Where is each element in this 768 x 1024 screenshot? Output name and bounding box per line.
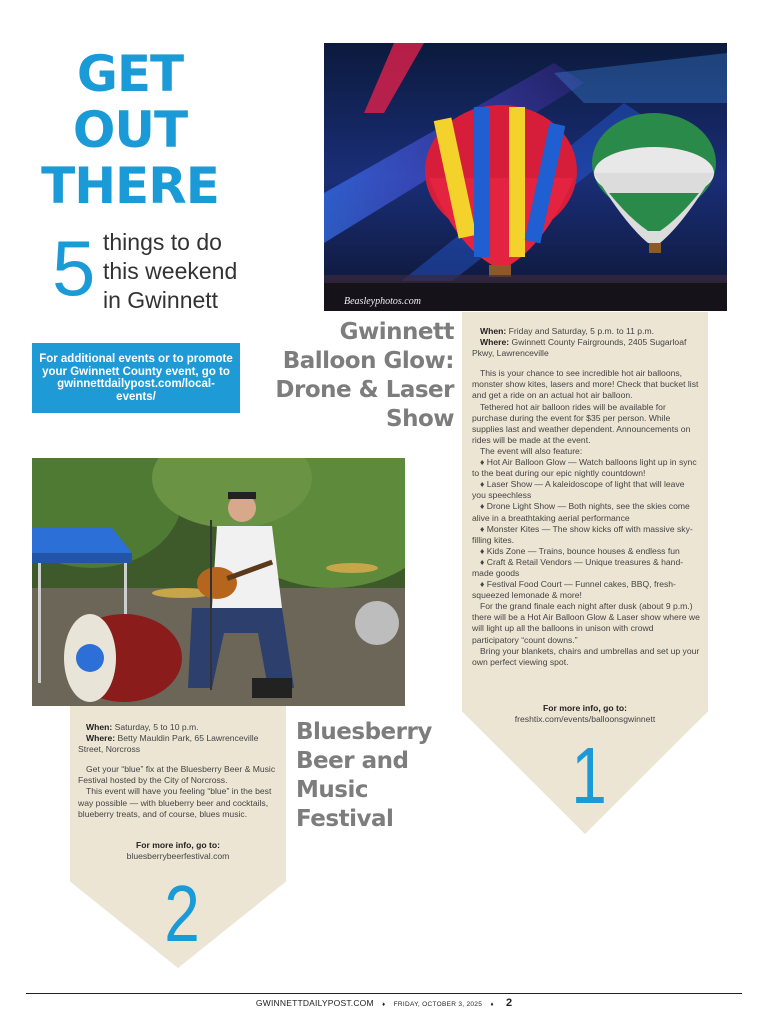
when-label: When: [86, 722, 113, 732]
feature-item: ♦ Drone Light Show — Both nights, see the skies come alive in a breathtaking aerial performance [472, 501, 690, 523]
paragraph: Tethered hot air balloon rides will be available for purchase during the event for $35 per person. While supplies last and weather dependent. Announcements on rides will be made at the event. [472, 401, 691, 445]
paragraph: This event will have you feeling “blue” in the best way possible — with blueberry beer and cocktails, blueberry treats, and of course, blues music. [78, 786, 272, 819]
promo-box [32, 343, 240, 413]
diamond-icon: ♦ [382, 1002, 386, 1008]
feature-item: ♦ Hot Air Balloon Glow — Watch balloons light up in sync to the beat during our epic nightly countdown! [472, 457, 697, 479]
more-info-label: For more info, go to: [542, 703, 628, 713]
more-info-url[interactable]: bluesberrybeerfestival.com [126, 851, 230, 861]
subtitle-line: this weekend [103, 258, 238, 284]
event1-number: 1 [571, 731, 607, 820]
event1-details [472, 326, 700, 668]
where-text: Betty Mauldin Park, 65 Lawrenceville Street, Norcross [78, 733, 259, 755]
headline-line: Balloon Glow: [282, 348, 454, 374]
when-text: Friday and Saturday, 5 p.m. to 11 p.m. [508, 326, 655, 336]
event1-headline [262, 318, 454, 434]
headline-line: Festival [296, 806, 394, 832]
more-info-label: For more info, go to: [135, 840, 221, 850]
headline-line: Drone & Laser [275, 377, 454, 403]
where-label: Where: [480, 337, 510, 348]
footer-site[interactable]: GWINNETTDAILYPOST.COM [255, 998, 374, 1008]
paragraph: For the grand finale each night after dusk (about 9 p.m.) there will be a Hot Air Balloon Glow & Laser show where we will light up all the balloons in unison with crowd participatory “count downs.” [472, 601, 700, 645]
more-info-url[interactable]: freshtix.com/events/balloonsgwinnett [514, 714, 656, 724]
feature-item: ♦ Laser Show — A kaleidoscope of light that will leave you speechless [472, 479, 685, 501]
page-number: 2 [505, 997, 513, 1009]
photo-credit: Beasleyphotos.com [344, 296, 421, 307]
things-count: 5 [52, 224, 96, 312]
paragraph: Bring your blankets, chairs and umbrellas and set up your own perfect viewing spot. [472, 645, 700, 667]
headline-line: Beer and [296, 748, 409, 774]
subtitle [103, 228, 237, 315]
event2-details [78, 722, 280, 820]
when-label: When: [480, 326, 507, 336]
feature-item: ♦ Monster Kites — The show kicks off with massive sky-filling kites. [472, 523, 693, 545]
paragraph: The event will also feature: [480, 445, 583, 456]
paragraph: Get your “blue” fix at the Bluesberry Beer & Music Festival hosted by the City of Norcross. [78, 764, 276, 786]
paragraph: This is your chance to see incredible hot air balloons, monster show kites, lasers and more! Check that bucket list and get a ride on an actual hot air balloon. [472, 368, 699, 401]
footer-date: FRIDAY, OCTOBER 3, 2025 [393, 1001, 483, 1008]
page-title [40, 46, 220, 214]
where-text: Gwinnett County Fairgrounds, 2405 Sugarloaf Pkwy, Lawrenceville [472, 337, 687, 359]
event1-more-info [462, 703, 708, 725]
promo-text: For additional events or to promote your Gwinnett County event, go to gwinnettdailypost.com/local-events/ [39, 353, 233, 403]
when-text: Saturday, 5 to 10 p.m. [114, 722, 199, 732]
headline-line: Music [296, 777, 368, 803]
where-label: Where: [86, 733, 116, 744]
title-line-get: GET [76, 45, 184, 103]
subtitle-line: things to do [103, 229, 222, 255]
event2-number: 2 [164, 869, 200, 958]
footer-rule [26, 993, 742, 994]
event2-headline [296, 718, 456, 834]
feature-item: ♦ Craft & Retail Vendors — Unique treasures & hand-made goods [472, 556, 684, 578]
feature-item: ♦ Festival Food Court — Funnel cakes, BBQ, fresh-squeezed lemonade & more! [472, 579, 676, 601]
title-line-out: OUT [72, 101, 188, 159]
headline-line: Gwinnett [339, 319, 454, 345]
subtitle-line: in Gwinnett [103, 287, 219, 313]
page-footer [0, 997, 768, 1009]
event2-more-info [70, 840, 286, 862]
diamond-icon: ♦ [490, 1002, 494, 1008]
feature-item: ♦ Kids Zone — Trains, bounce houses & endless fun [480, 545, 680, 556]
headline-line: Show [386, 406, 454, 432]
headline-line: Bluesberry [296, 719, 432, 745]
balloon-glow-photo [324, 43, 727, 311]
bluesberry-photo [32, 458, 405, 706]
title-line-there: THERE [41, 157, 219, 215]
